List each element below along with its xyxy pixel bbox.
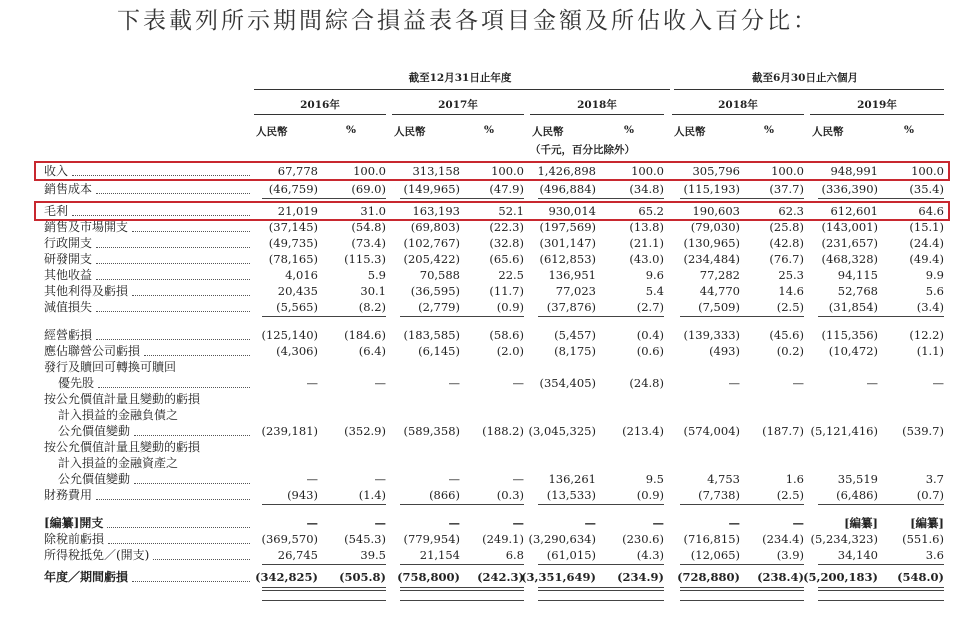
cell-value: 163,193 [412,204,460,218]
row-label: 優先股 [58,376,95,390]
cell-value: (24.8) [629,376,664,390]
subtotal-rule [818,316,944,317]
cell-value: 100.0 [353,164,386,178]
subtotal-rule [818,504,944,505]
cell-value: (369,570) [261,532,318,546]
cell-value: (943) [287,488,318,502]
cell-value: 3.7 [925,472,944,486]
cell-value: (574,004) [683,424,740,438]
cell-value: (188.2) [482,424,524,438]
year-header: 2018年 [577,99,617,111]
cell-value: (184.6) [344,328,386,342]
cell-value: (13.8) [629,220,664,234]
cell-value: 100.0 [911,164,944,178]
cell-value: (5,565) [276,300,318,314]
total-rule [400,587,524,588]
subtotal-rule [680,564,804,565]
cell-value: 77,023 [555,284,596,298]
subtotal-rule [262,316,386,317]
cell-value: (37.7) [769,182,804,196]
cell-value: 136,951 [548,268,596,282]
cell-value: (551.6) [902,532,944,546]
cell-value: — [512,516,524,530]
cell-value: — [932,376,944,390]
row-label: 計入損益的金融負債之 [58,408,179,422]
row-label: 發行及贖回可轉換可贖回 [44,360,177,374]
row-label: 銷售及市場開支 [44,220,129,234]
cell-value: 44,770 [699,284,740,298]
row-label: 其他收益 [44,268,93,282]
pct-header: % [346,124,356,136]
year-header: 2016年 [300,99,340,111]
row-label: 毛利 [44,204,69,218]
cell-value: (342,825) [255,570,318,584]
cell-value: (130,965) [683,236,740,250]
subtotal-rule [400,198,524,199]
cell-value: — [448,516,460,530]
cell-value: 612,601 [830,204,878,218]
cell-value: (2.5) [776,300,804,314]
cell-value: (24.4) [909,236,944,250]
total-rule [262,587,386,588]
cell-value: (139,333) [683,328,740,342]
cell-value: 930,014 [548,204,596,218]
cell-value: (125,140) [261,328,318,342]
cell-value: 20,435 [277,284,318,298]
cell-value: (4,306) [276,344,318,358]
rmb-header: 人民幣 [674,126,706,138]
cell-value: 190,603 [692,204,740,218]
cell-value: (0.6) [636,344,664,358]
cell-value: 14.6 [778,284,804,298]
cell-value: (548.0) [897,570,944,584]
cell-value: 100.0 [631,164,664,178]
cell-value: — [584,516,596,530]
cell-value: (2.0) [496,344,524,358]
cell-value: (239,181) [261,424,318,438]
cell-value: 1,426,898 [537,164,596,178]
cell-value: (0.2) [776,344,804,358]
cell-value: 30.1 [360,284,386,298]
cell-value: (43.0) [629,252,664,266]
pct-header: % [764,124,774,136]
cell-value: 21,154 [419,548,460,562]
cell-value: (58.6) [489,328,524,342]
row-label: 所得稅抵免／(開支) [44,548,150,562]
pct-header: % [484,124,494,136]
cell-value: (0.7) [916,488,944,502]
rmb-header: 人民幣 [532,126,564,138]
subtotal-rule [538,564,664,565]
leader-dots [96,339,250,340]
cell-value: (25.8) [769,220,804,234]
cell-value: — [448,472,460,486]
cell-value: (238.4) [757,570,804,584]
cell-value: 9.9 [925,268,944,282]
cell-value: (5,234,323) [810,532,878,546]
subtotal-rule [400,504,524,505]
cell-value: (69.0) [351,182,386,196]
pct-header: % [624,124,634,136]
year-rule [530,114,664,115]
header-rule [674,89,944,90]
cell-value: 62.3 [778,204,804,218]
cell-value: 4,753 [707,472,740,486]
cell-value: (115.3) [344,252,386,266]
cell-value: (149,965) [403,182,460,196]
cell-value: (8.2) [358,300,386,314]
year-header: 2019年 [857,99,897,111]
subtotal-rule [680,600,804,601]
cell-value: (12,065) [690,548,740,562]
leader-dots [96,193,250,194]
year-group-header: 截至12月31日止年度 [408,72,512,84]
page-title: 下表載列所示期間綜合損益表各項目金額及所佔收入百分比： [117,8,819,34]
total-rule [262,590,386,591]
year-header: 2018年 [718,99,758,111]
cell-value: (234.4) [762,532,804,546]
cell-value: (45.6) [769,328,804,342]
subtotal-rule [538,316,664,317]
cell-value: (1.1) [916,344,944,358]
cell-value: (79,030) [690,220,740,234]
cell-value: — [374,472,386,486]
cell-value: (35.4) [909,182,944,196]
cell-value: [編纂] [910,516,944,530]
cell-value: 948,991 [830,164,878,178]
cell-value: (46,759) [268,182,318,196]
subtotal-rule [400,600,524,601]
subtotal-rule [538,600,664,601]
cell-value: (6,145) [418,344,460,358]
cell-value: (758,800) [397,570,460,584]
cell-value: (13,533) [546,488,596,502]
total-rule [400,590,524,591]
cell-value: (205,422) [403,252,460,266]
row-label: 按公允價值計量且變動的虧損 [44,392,201,406]
cell-value: (493) [709,344,740,358]
cell-value: — [374,516,386,530]
cell-value: (6.4) [358,344,386,358]
cell-value: 26,745 [277,548,318,562]
cell-value: (37,145) [268,220,318,234]
row-label: [編纂]開支 [44,516,104,530]
cell-value: (0.9) [496,300,524,314]
highlight-box [34,161,950,181]
cell-value: — [306,376,318,390]
subtotal-rule [818,198,944,199]
leader-dots [96,247,250,248]
cell-value: 9.6 [645,268,664,282]
cell-value: (78,165) [268,252,318,266]
row-label: 行政開支 [44,236,93,250]
subtotal-rule [680,316,804,317]
pct-header: % [904,124,914,136]
half-year-group-header: 截至6月30日止六個月 [752,72,858,84]
cell-value: (197,569) [539,220,596,234]
cell-value: (12.2) [909,328,944,342]
cell-value: 5.4 [645,284,664,298]
cell-value: (612,853) [539,252,596,266]
cell-value: (6,486) [836,488,878,502]
cell-value: (234,484) [683,252,740,266]
cell-value: (102,767) [403,236,460,250]
cell-value: (505.8) [339,570,386,584]
subtotal-rule [680,504,804,505]
cell-value: (352.9) [344,424,386,438]
cell-value: (15.1) [909,220,944,234]
total-rule [818,590,944,591]
cell-value: (187.7) [762,424,804,438]
cell-value: — [512,472,524,486]
cell-value: (8,175) [554,344,596,358]
cell-value: (37,876) [546,300,596,314]
cell-value: 3.6 [925,548,944,562]
cell-value: (32.8) [489,236,524,250]
cell-value: (0.3) [496,488,524,502]
cell-value: (4.3) [636,548,664,562]
cell-value: (115,356) [821,328,878,342]
cell-value: (866) [429,488,460,502]
subtotal-rule [262,198,386,199]
cell-value: 31.0 [360,204,386,218]
cell-value: — [374,376,386,390]
subtotal-rule [818,564,944,565]
row-label: 計入損益的金融資產之 [58,456,179,470]
cell-value: (5,200,183) [803,570,878,584]
leader-dots [96,279,250,280]
cell-value: (545.3) [344,532,386,546]
cell-value: 67,778 [277,164,318,178]
cell-value: (76.7) [769,252,804,266]
cell-value: (7,509) [698,300,740,314]
cell-value: — [792,516,804,530]
cell-value: (336,390) [821,182,878,196]
cell-value: (2.5) [776,488,804,502]
cell-value: — [306,516,318,530]
year-rule [810,114,944,115]
cell-value: 9.5 [645,472,664,486]
year-rule [672,114,804,115]
cell-value: (539.7) [902,424,944,438]
cell-value: (115,193) [683,182,740,196]
cell-value: — [448,376,460,390]
cell-value: — [792,376,804,390]
cell-value: 21,019 [277,204,318,218]
cell-value: 52,768 [837,284,878,298]
cell-value: 52.1 [498,204,524,218]
cell-value: (69,803) [410,220,460,234]
row-label: 除稅前虧損 [44,532,105,546]
cell-value: 100.0 [491,164,524,178]
row-label: 銷售成本 [44,182,93,196]
cell-value: (234.9) [617,570,664,584]
row-label: 財務費用 [44,488,93,502]
cell-value: (65.6) [489,252,524,266]
cell-value: 77,282 [699,268,740,282]
cell-value: (49.4) [909,252,944,266]
cell-value: (47.9) [489,182,524,196]
subtotal-rule [538,504,664,505]
total-rule [818,587,944,588]
cell-value: (36,595) [410,284,460,298]
cell-value: 34,140 [837,548,878,562]
cell-value: — [728,376,740,390]
cell-value: (301,147) [539,236,596,250]
subtotal-rule [262,600,386,601]
leader-dots [96,263,250,264]
row-label: 公允價值變動 [58,424,131,438]
cell-value: 100.0 [771,164,804,178]
cell-value: (31,854) [828,300,878,314]
cell-value: — [728,516,740,530]
rmb-header: 人民幣 [256,126,288,138]
cell-value: 22.5 [498,268,524,282]
cell-value: (49,735) [268,236,318,250]
cell-value: 64.6 [918,204,944,218]
cell-value: (34.8) [629,182,664,196]
cell-value: (1.4) [358,488,386,502]
cell-value: (10,472) [828,344,878,358]
cell-value: (354,405) [539,376,596,390]
row-label: 其他利得及虧損 [44,284,129,298]
cell-value: — [306,472,318,486]
cell-value: 5.6 [925,284,944,298]
cell-value: (11.7) [489,284,524,298]
cell-value: (22.3) [489,220,524,234]
cell-value: (73.4) [351,236,386,250]
rmb-header: 人民幣 [394,126,426,138]
subtotal-rule [680,198,804,199]
cell-value: (183,585) [403,328,460,342]
cell-value: 4,016 [285,268,318,282]
cell-value: (2,779) [418,300,460,314]
cell-value: (5,121,416) [810,424,878,438]
year-header: 2017年 [438,99,478,111]
cell-value: (143,001) [821,220,878,234]
total-rule [538,590,664,591]
cell-value: (54.8) [351,220,386,234]
cell-value: (2.7) [636,300,664,314]
cell-value: (5,457) [554,328,596,342]
cell-value: 313,158 [412,164,460,178]
cell-value: 136,261 [548,472,596,486]
cell-value: (716,815) [683,532,740,546]
header-rule [254,89,670,90]
unit-note: （千元，百分比除外） [530,144,635,156]
cell-value: (21.1) [629,236,664,250]
total-rule [538,587,664,588]
row-label: 公允價值變動 [58,472,131,486]
year-rule [254,114,386,115]
total-rule [680,590,804,591]
cell-value: 35,519 [837,472,878,486]
cell-value: (3.4) [916,300,944,314]
row-label: 收入 [44,164,69,178]
row-label: 應佔聯營公司虧損 [44,344,141,358]
cell-value: (42.8) [769,236,804,250]
cell-value: (3,045,325) [528,424,596,438]
cell-value: (3,351,649) [521,570,596,584]
cell-value: 70,588 [419,268,460,282]
cell-value: 94,115 [837,268,878,282]
cell-value: (496,884) [539,182,596,196]
cell-value: (0.9) [636,488,664,502]
rmb-header: 人民幣 [812,126,844,138]
subtotal-rule [262,564,386,565]
leader-dots [96,499,250,500]
cell-value: (589,358) [403,424,460,438]
cell-value: (728,880) [677,570,740,584]
subtotal-rule [538,198,664,199]
cell-value: (468,328) [821,252,878,266]
cell-value: 305,796 [692,164,740,178]
cell-value: (0.4) [636,328,664,342]
cell-value: (230.6) [622,532,664,546]
subtotal-rule [262,504,386,505]
total-rule [680,587,804,588]
cell-value: (3,290,634) [528,532,596,546]
row-label: 年度／期間虧損 [44,570,129,584]
cell-value: (779,954) [403,532,460,546]
cell-value: (61,015) [546,548,596,562]
subtotal-rule [400,564,524,565]
row-label: 研發開支 [44,252,93,266]
cell-value: 25.3 [778,268,804,282]
cell-value: — [866,376,878,390]
cell-value: 1.6 [785,472,804,486]
year-rule [392,114,524,115]
cell-value: (231,657) [821,236,878,250]
highlight-box [34,201,950,221]
cell-value: (213.4) [622,424,664,438]
row-label: 經營虧損 [44,328,93,342]
cell-value: (242.3) [477,570,524,584]
cell-value: (249.1) [482,532,524,546]
row-label: 減值損失 [44,300,93,314]
cell-value: (3.9) [776,548,804,562]
cell-value: [編纂] [844,516,878,530]
row-label: 按公允價值計量且變動的虧損 [44,440,201,454]
cell-value: — [512,376,524,390]
cell-value: 39.5 [360,548,386,562]
subtotal-rule [400,316,524,317]
cell-value: — [652,516,664,530]
leader-dots [96,311,250,312]
cell-value: 65.2 [638,204,664,218]
subtotal-rule [818,600,944,601]
cell-value: 5.9 [367,268,386,282]
cell-value: 6.8 [505,548,524,562]
cell-value: (7,738) [698,488,740,502]
